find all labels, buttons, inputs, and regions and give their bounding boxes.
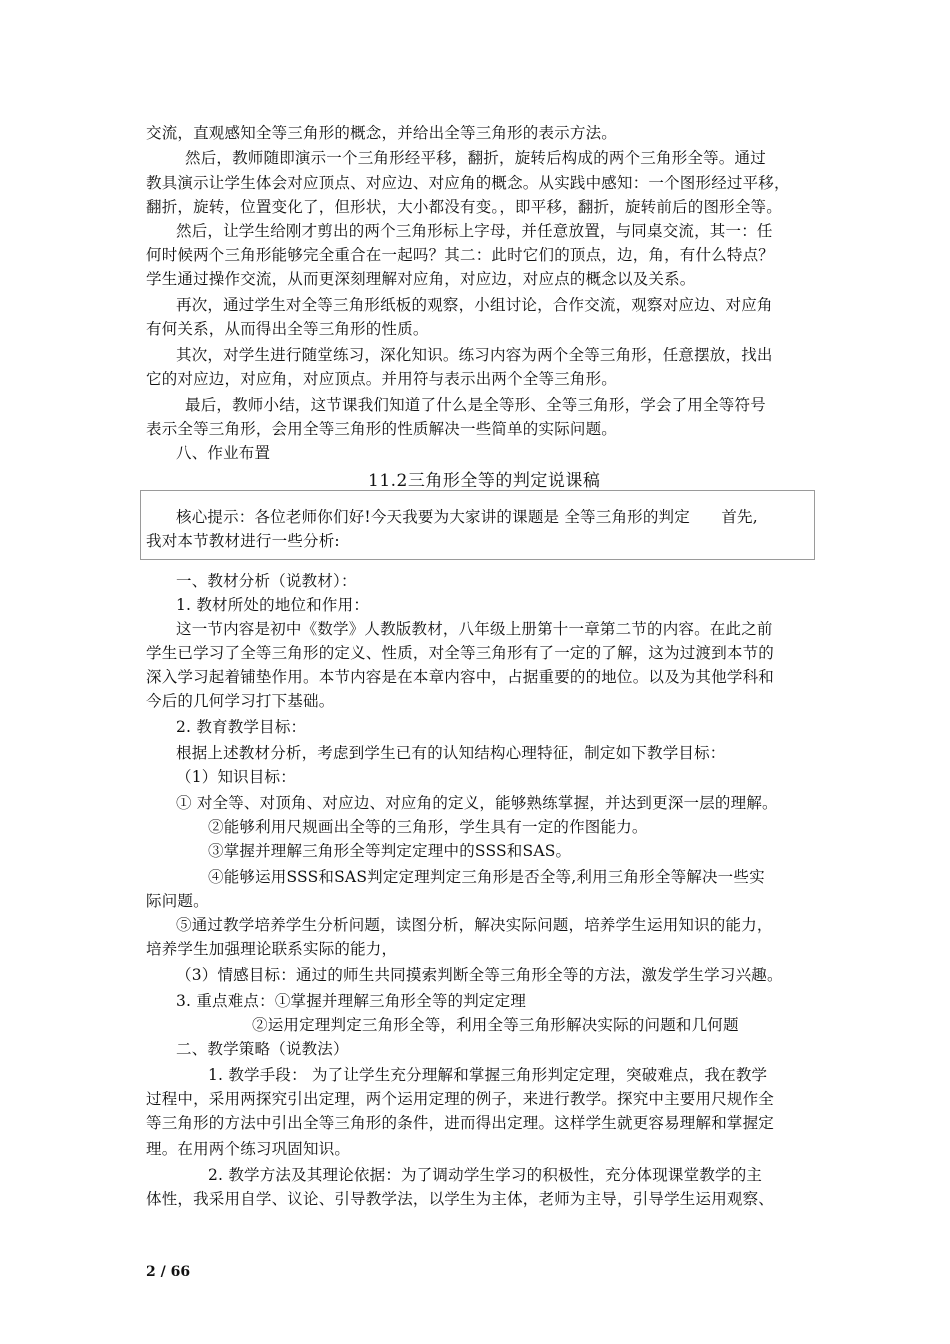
text-line: 2. 教育教学目标：: [176, 718, 307, 736]
text-line: 翻折，旋转，位置变化了，但形状，大小都没有变。，即平移，翻折，旋转前后的图形全等。: [146, 198, 782, 216]
text-line: ⑤通过教学培养学生分析问题，读图分析，解决实际问题，培养学生运用知识的能力，: [176, 916, 773, 934]
text-line: 学生通过操作交流，从而更深刻理解对应角，对应边，对应点的概念以及关系。: [146, 270, 696, 288]
text-line: 1. 教学手段： 为了让学生充分理解和掌握三角形判定定理，突破难点，我在教学: [208, 1066, 768, 1084]
text-line: 学生已学习了全等三角形的定义、性质，对全等三角形有了一定的了解，这为过渡到本节的: [146, 644, 775, 662]
text-line: （1）知识目标：: [176, 768, 296, 786]
text-line: 然后，让学生给刚才剪出的两个三角形标上字母，并任意放置，与同桌交流，其一：任: [176, 222, 773, 240]
text-line: 际问题。: [146, 892, 209, 910]
text-line: 3. 重点难点：①掌握并理解三角形全等的判定定理: [176, 992, 527, 1010]
text-line: 根据上述教材分析，考虑到学生已有的认知结构心理特征，制定如下教学目标：: [176, 744, 726, 762]
text-line: 最后，教师小结，这节课我们知道了什么是全等形、全等三角形，学会了用全等符号: [185, 396, 766, 414]
text-line: 体性，我采用自学、议论、引导教学法，以学生为主体，老师为主导，引导学生运用观察、: [146, 1190, 775, 1208]
text-line: （3）情感目标：通过的师生共同摸索判断全等三角形全等的方法，激发学生学习兴趣。: [176, 966, 783, 984]
text-line: 过程中，采用两探究引出定理，两个运用定理的例子，来进行教学。探究中主要用尺规作全: [146, 1090, 775, 1108]
text-line: 有何关系，从而得出全等三角形的性质。: [146, 320, 429, 338]
text-line: 何时候两个三角形能够完全重合在一起吗？其二：此时它们的顶点，边，角，有什么特点？: [146, 246, 775, 264]
text-line: 2. 教学方法及其理论依据：为了调动学生学习的积极性，充分体现课堂教学的主: [208, 1166, 763, 1184]
text-line: 理。在用两个练习巩固知识。: [146, 1140, 351, 1158]
text-line: 它的对应边，对应角，对应顶点。并用符与表示出两个全等三角形。: [146, 370, 618, 388]
text-line: 教具演示让学生体会对应顶点、对应边、对应角的概念。从实践中感知：一个图形经过平移，: [146, 174, 790, 192]
section-heading: 八、作业布置: [176, 444, 271, 462]
text-line: 这一节内容是初中《数学》人教版教材，八年级上册第十一章第二节的内容。在此之前: [176, 620, 773, 638]
page-title: 11.2三角形全等的判定说课稿: [368, 471, 601, 491]
text-line: 深入学习起着铺垫作用。本节内容是在本章内容中，占据重要的的地位。以及为其他学科和: [146, 668, 775, 686]
text-line: ③掌握并理解三角形全等判定定理中的SSS和SAS。: [208, 842, 572, 860]
text-line: ②运用定理判定三角形全等，利用全等三角形解决实际的问题和几何题: [252, 1016, 739, 1034]
text-line: 然后，教师随即演示一个三角形经平移，翻折，旋转后构成的两个三角形全等。通过: [185, 149, 766, 167]
page-number: 2 / 66: [146, 1264, 191, 1280]
text-line: 其次，对学生进行随堂练习，深化知识。练习内容为两个全等三角形，任意摆放，找出: [176, 346, 773, 364]
core-tip-line: 我对本节教材进行一些分析:: [146, 532, 340, 550]
text-line: 1. 教材所处的地位和作用：: [176, 596, 370, 614]
text-line: 表示全等三角形，会用全等三角形的性质解决一些简单的实际问题。: [146, 420, 618, 438]
text-line: 等三角形的方法中引出全等三角形的条件，进而得出定理。这样学生就更容易理解和掌握定: [146, 1114, 775, 1132]
section-heading: 二、教学策略（说教法）: [176, 1040, 349, 1058]
core-tip-line: 核心提示：各位老师你们好!今天我要为大家讲的课题是 全等三角形的判定 首先,: [176, 508, 758, 526]
text-line: ④能够运用SSS和SAS判定定理判定三角形是否全等,利用三角形全等解决一些实: [208, 868, 765, 886]
text-line: 培养学生加强理论联系实际的能力，: [146, 940, 398, 958]
text-line: 交流，直观感知全等三角形的概念，并给出全等三角形的表示方法。: [146, 124, 618, 142]
text-line: ②能够利用尺规画出全等的三角形，学生具有一定的作图能力。: [208, 818, 648, 836]
section-heading: 一、教材分析（说教材）：: [176, 572, 357, 590]
text-line: 今后的几何学习打下基础。: [146, 692, 335, 710]
text-line: 再次，通过学生对全等三角形纸板的观察，小组讨论，合作交流，观察对应边、对应角: [176, 296, 773, 314]
text-line: ① 对全等、对顶角、对应边、对应角的定义，能够熟练掌握，并达到更深一层的理解。: [176, 794, 778, 812]
